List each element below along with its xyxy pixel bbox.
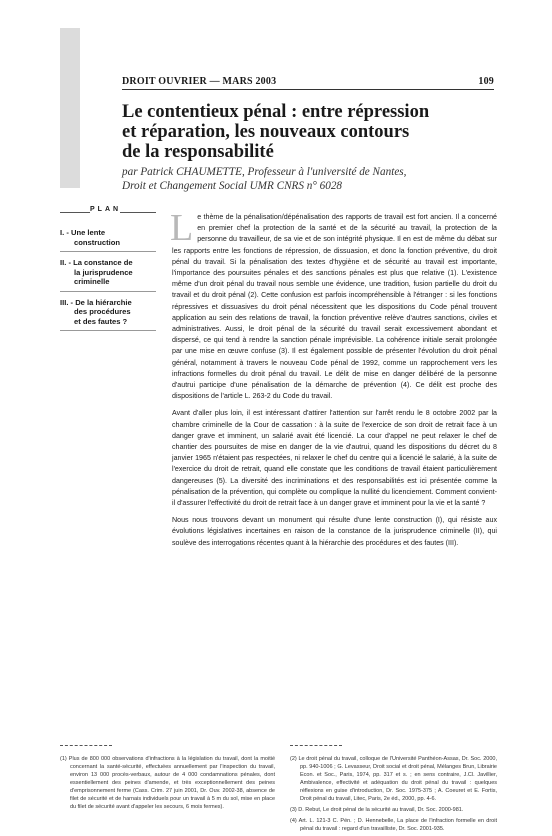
title-line: et réparation, les nouveaux contours	[122, 122, 410, 142]
plan-rule	[120, 212, 156, 213]
margin-tab	[60, 28, 80, 188]
plan-item-text: III. - De la hiérarchie	[60, 297, 132, 307]
article-title	[122, 102, 502, 162]
plan-heading	[60, 206, 156, 220]
plan-item-text: construction	[74, 237, 120, 247]
plan-item-text: criminelle	[74, 277, 110, 286]
body-paragraph	[170, 207, 497, 402]
article-body	[170, 207, 497, 555]
footnotes-left	[60, 755, 275, 814]
drop-cap: L	[170, 207, 194, 249]
footnote-rule	[60, 745, 112, 746]
plan-rule	[60, 212, 90, 213]
footnote: (1) Plus de 800 000 observations d'infractions à la législation du travail, dont la moitié concernant la santé-sécurité, effectuées annuellement par l'inspection du travail, environ 13 000 procès-verbaux, autour de 4 000 condamnations pénales, dont essentiellement des peines d'amende, et très exceptionnellement des peines d'emprisonnement ferme (Cass. Crim. 27 juin 2001, Dr. Ouv. 2002-38, absence de filet de sécurité et de harnais individuels pour un travail à 5 m du sol, mise en place du filet de sécurité avant d'appeler les secours, 6 mois fermes).	[60, 756, 275, 810]
body-paragraph: Avant d'aller plus loin, il est intéressant d'attirer l'attention sur l'arrêt rendu le 8 octobre 2002 par la chambre criminelle de la Cour de cassation : à la suite de l'exercice de son droit de retrait face à un danger grave et imminent, un salarié avait été licencié. La cour d'appel ne peut relaxer le chef de chantier des poursuites de mise en danger de la vie d'autrui, quand les dispositions du décret du 8 janvier 1965 n'étaient pas respectées, ni relaxer le chef du centre qui a licencié le salarié, à la suite de l'exercice du droit de retrait, quand elle constate que les conditions de travail étaient particulièrement dangereuses (5). La diversité des incriminations et des responsabilités est ici présentée comme la pénalisation de la prévention, qui complète ou complique la nullité du licenciement. Comment convient-il d'assurer l'effectivité du droit de retrait face à un danger grave et imminent pour la vie et la santé ?	[172, 409, 497, 508]
byline-line: Droit et Changement Social UMR CNRS n° 6028	[122, 179, 343, 192]
plan-list	[60, 226, 156, 331]
page-number: 109	[478, 76, 494, 87]
plan-box	[60, 206, 156, 335]
footnote: (3) D. Rebut, Le droit pénal de la sécurité au travail, Dr. Soc. 2000-981.	[290, 807, 464, 813]
author-byline	[122, 166, 502, 193]
journal-name: DROIT OUVRIER — MARS 2003	[122, 76, 277, 87]
plan-label: PLAN	[90, 206, 122, 213]
plan-item-text: I. - Une lente	[60, 228, 106, 237]
plan-item[interactable]	[60, 296, 156, 332]
header-rule	[122, 89, 494, 90]
footnote: (2) Le droit pénal du travail, colloque de l'Université Panthéon-Assas, Dr. Soc. 2000, pp. 940-1006 ; G. Levasseur, Droit social et droit pénal, Mélanges Brun, Librairie Econ. et Soc., Paris, 1974, pp. 317 et s. ; en sens contraire, J.Cl. Javillier, Ambivalence, effectivité et adéquation du droit pénal du travail : quelques réflexions en guise d'introduction, Dr. Soc. 1975-375 ; A. Coeuret et E. Fortis, Droit pénal du travail, Litec, Paris, 2e éd., 2000, pp. 4-6.	[290, 756, 497, 802]
footnotes-right	[290, 755, 497, 836]
footnote: (4) Art. L. 121-3 C. Pén. ; D. Hennebelle, La place de l'infraction formelle en droit pénal du travail : regard d'un travailliste, Dr. Soc. 2001-935.	[290, 818, 497, 832]
plan-item-text: la jurisprudence	[74, 267, 133, 277]
footnote-rule	[290, 745, 342, 746]
title-line: de la responsabilité	[122, 142, 274, 162]
plan-item-text: et des fautes ?	[74, 316, 128, 326]
plan-item-text: II. - La constance de	[60, 258, 133, 267]
title-line: Le contentieux pénal : entre répression	[122, 102, 430, 122]
paragraph-text: e thème de la pénalisation/dépénalisation des rapports de travail est fort ancien. Il a concerné en premier chef la protection de la santé et de la sécurité au travail, la protection de la personne du travailleur, de sa vie et de son intégrité physique. Il en est de même du débat sur les rapports entre les fonctions de répression, de dissuasion, et donc la fonction préventive, du droit pénal du travail. Si la pénalisation des textes d'hygiène et de sécurité au travail est importante, l'importance des poursuites pénales et des sanctions pénales est plus que relative (1). L'existence même d'un droit pénal du travail nous semble une évidence, une tradition, fusion partielle du droit du travail et du droit pénal (2). Cette confusion est parfois incompréhensible à l'étranger : si les fonctions répressives et dissuasives du droit pénal nécessitent que les dispositions du Code pénal trouvent application au sein des relations de travail, la fonction préventive relève d'autres sanctions, civiles et administratives. Aussi, le droit pénal de la sécurité du travail serait excessivement abondant et dispersé, ce qui tend à rendre la sanction pénale imprévisible. La cohérence initiale serait prolongée par une mise en œuvre confuse (3). Il est également possible de présenter l'évolution du droit pénal général, notamment à travers le nouveau Code pénal de 1992, comme un rapprochement vers les infractions formelles du droit pénal du travail. Le délit de mise en danger délibéré de la personne d'autrui participe d'une pénalisation de la démarche de prévention (4). Ce délit est proche des dispositions de l'article L. 263-2 du Code du travail.	[172, 213, 497, 401]
byline-line: par Patrick CHAUMETTE, Professeur à l'université de Nantes,	[122, 166, 407, 178]
plan-item[interactable]	[60, 256, 156, 292]
plan-item-text: des procédures	[74, 307, 131, 316]
plan-item[interactable]	[60, 226, 156, 252]
body-paragraph: Nous nous trouvons devant un monument qui résulte d'une lente construction (I), qui résiste aux évolutions législatives incertaines en raison de la constance de la jurisprudence criminelle (II), qui soulève des interrogations récentes quant à la hiérarchie des procédures et des fautes (III).	[172, 516, 497, 547]
